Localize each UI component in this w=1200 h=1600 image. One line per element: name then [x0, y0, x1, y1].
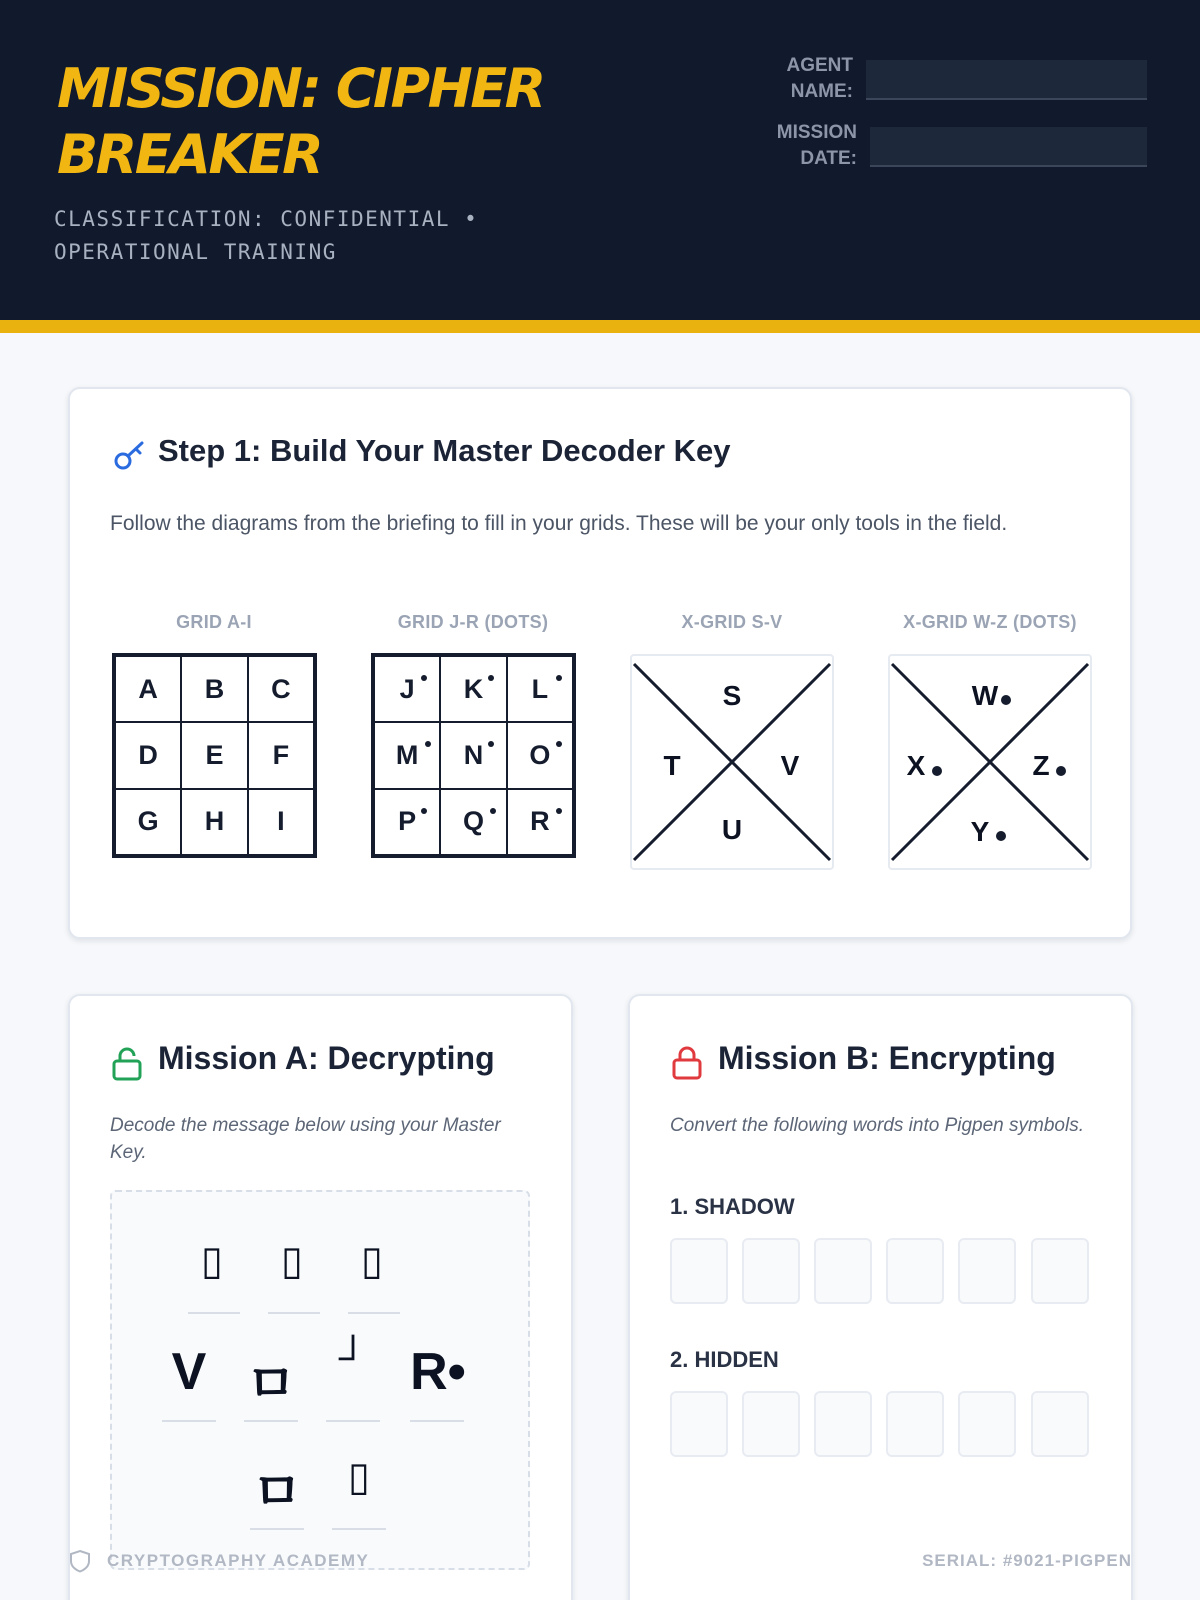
grid-j-r-label: GRID J-R (DOTS)	[397, 612, 549, 632]
footer-serial: SERIAL: #9021-PIGPEN	[922, 1551, 1132, 1570]
answer-line[interactable]	[348, 1312, 400, 1314]
x-grid-w-z-label: X-GRID W-Z (DOTS)	[903, 612, 1077, 632]
mission-header	[0, 0, 1200, 333]
answer-line[interactable]	[268, 1312, 320, 1314]
symbol-slot[interactable]	[1031, 1238, 1089, 1304]
x-grid-letter: V	[780, 750, 800, 781]
answer-line[interactable]	[410, 1420, 464, 1422]
grid-cell: K	[440, 656, 506, 722]
x-grid-letter: Y	[970, 816, 990, 847]
decoder-key-card	[68, 387, 1132, 939]
word-label-shadow: 1. SHADOW	[670, 1194, 795, 1219]
cipher-symbol: ▯	[360, 1239, 383, 1283]
grid-cell: H	[181, 789, 247, 855]
x-grid-s-v	[630, 654, 834, 870]
symbol-slot[interactable]	[958, 1391, 1016, 1457]
footer-academy: CRYPTOGRAPHY ACADEMY	[107, 1551, 370, 1570]
grid-cell: M	[374, 722, 440, 788]
symbol-slot[interactable]	[670, 1391, 728, 1457]
mission-date-label: MISSION DATE:	[776, 122, 857, 169]
agent-name-label: AGENT NAME:	[786, 55, 853, 102]
symbol-slot[interactable]	[958, 1238, 1016, 1304]
grid-cell: O	[507, 722, 573, 788]
answer-line[interactable]	[244, 1420, 298, 1422]
grid-cell: P	[374, 789, 440, 855]
grid-a-i-label: GRID A-I	[176, 612, 252, 632]
x-grid-s-v-label: X-GRID S-V	[681, 612, 783, 632]
step1-description: Follow the diagrams from the briefing to fill in your grids. These will be your only tools in the field.	[110, 512, 1008, 535]
grid-cell: J	[374, 656, 440, 722]
cipher-symbol: ▯	[280, 1239, 303, 1283]
mission-date-field[interactable]	[870, 127, 1147, 167]
answer-line[interactable]	[188, 1312, 240, 1314]
cipher-symbol: R•	[410, 1343, 466, 1401]
grid-cell: F	[248, 722, 314, 788]
grid-cell: B	[181, 656, 247, 722]
grid-cell: N	[440, 722, 506, 788]
symbol-slot[interactable]	[814, 1238, 872, 1304]
x-grid-letter: Z	[1032, 750, 1050, 781]
mission-title: MISSION: CIPHER BREAKER	[57, 57, 544, 186]
symbol-slot[interactable]	[670, 1238, 728, 1304]
mission-b-description: Convert the following words into Pigpen symbols.	[670, 1115, 1084, 1136]
mission-a-title: Mission A: Decrypting	[158, 1040, 495, 1076]
x-grid-letter: S	[722, 680, 742, 711]
x-grid-letter: X	[906, 750, 926, 781]
answer-line[interactable]	[250, 1528, 304, 1530]
answer-line[interactable]	[162, 1420, 216, 1422]
grid-cell: G	[115, 789, 181, 855]
grid-cell: R	[507, 789, 573, 855]
cipher-symbol: ▯	[347, 1455, 370, 1499]
x-grid-w-z	[888, 654, 1092, 870]
cipher-symbol: ㅁ	[245, 1356, 297, 1414]
symbol-slot[interactable]	[1031, 1391, 1089, 1457]
grid-j-r	[371, 653, 576, 858]
unlock-icon	[112, 1047, 142, 1086]
cipher-message-area	[110, 1190, 530, 1570]
grid-cell: A	[115, 656, 181, 722]
grid-cell: L	[507, 656, 573, 722]
lock-icon	[672, 1046, 702, 1085]
answer-line[interactable]	[332, 1528, 386, 1530]
symbol-slot[interactable]	[742, 1238, 800, 1304]
cipher-symbol: ▯	[200, 1239, 223, 1283]
word-label-hidden: 2. HIDDEN	[670, 1347, 779, 1372]
mission-a-description: Decode the message below using your Master Key.	[110, 1115, 501, 1163]
agent-name-field[interactable]	[866, 60, 1147, 100]
key-icon	[112, 439, 146, 478]
symbol-slot[interactable]	[886, 1391, 944, 1457]
symbol-slot[interactable]	[814, 1391, 872, 1457]
grid-cell: C	[248, 656, 314, 722]
cipher-symbol: ㅁ	[251, 1464, 303, 1522]
shield-icon	[69, 1549, 91, 1578]
symbol-slot[interactable]	[886, 1238, 944, 1304]
symbol-slot[interactable]	[742, 1391, 800, 1457]
grid-cell: E	[181, 722, 247, 788]
x-grid-letter: T	[663, 750, 681, 781]
step1-title: Step 1: Build Your Master Decoder Key	[158, 433, 731, 468]
x-grid-letter: U	[721, 814, 743, 845]
cipher-symbol: V	[171, 1343, 207, 1401]
classification-subtitle: CLASSIFICATION: CONFIDENTIAL • OPERATIONAL TRAINING	[54, 207, 479, 264]
x-grid-letter: W	[971, 680, 999, 711]
grid-a-i	[112, 653, 317, 858]
answer-line[interactable]	[326, 1420, 380, 1422]
grid-cell: I	[248, 789, 314, 855]
grid-cell: D	[115, 722, 181, 788]
mission-b-title: Mission B: Encrypting	[718, 1040, 1056, 1076]
cipher-symbol: ┘	[338, 1336, 368, 1380]
grid-cell: Q	[440, 789, 506, 855]
